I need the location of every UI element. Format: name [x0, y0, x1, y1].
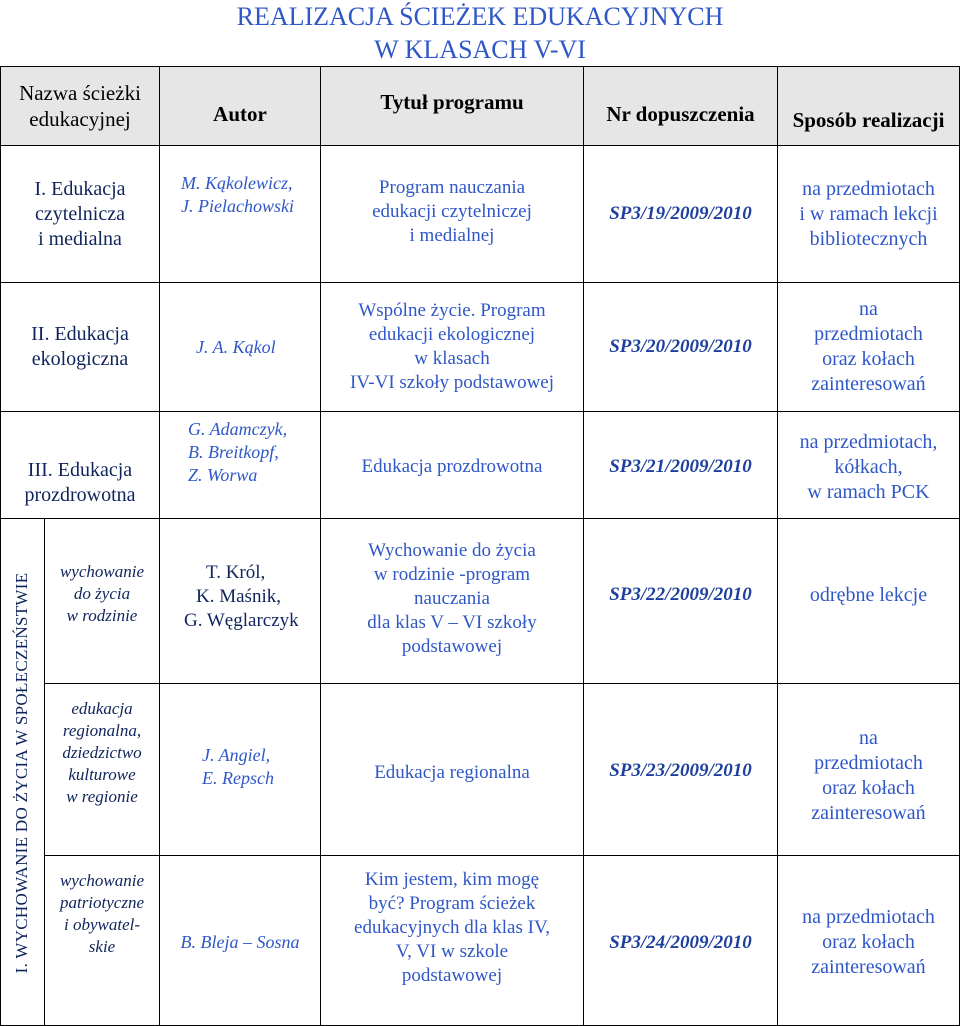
cell-line: G. Węglarczyk	[184, 610, 299, 631]
cell-line: na przedmiotach,	[799, 430, 938, 453]
cell-line: skie	[88, 937, 116, 956]
cell-line: edukacja	[71, 699, 133, 718]
cell-line: kółkach,	[834, 455, 903, 478]
cell-line: oraz kołach	[822, 348, 915, 370]
row-2-path-name	[1, 283, 159, 411]
group-label-vertical	[0, 519, 44, 1026]
cell-line: wychowanie	[59, 562, 145, 581]
row-2-number	[584, 283, 777, 411]
group-row-3-path-name	[45, 856, 159, 1025]
cell-line: czytelnicza	[35, 202, 125, 225]
cell-line: K. Maśnik,	[196, 586, 281, 607]
cell-line: w rodzinie -program	[373, 564, 531, 585]
group-row-2-number	[584, 684, 777, 855]
group-row-3-number	[584, 856, 777, 1025]
cell-line: na przedmiotach	[802, 177, 935, 200]
cell-line: B. Breitkopf,	[188, 442, 279, 462]
row-1-program	[321, 146, 583, 282]
cell-line: dla klas V – VI szkoły	[367, 612, 537, 633]
row-1-number	[584, 146, 777, 282]
row-1-path-name	[1, 146, 159, 282]
cell-line: i medialnej	[409, 225, 495, 246]
group-label-text: I. WYCHOWANIE DO ŻYCIA W SPOŁECZEŃSTWIE	[12, 572, 31, 973]
group-row-3-author	[160, 856, 320, 1025]
cell-line: M. Kąkolewicz,	[181, 173, 293, 193]
group-row-3-program	[321, 856, 583, 1025]
cell-line: I. Edukacja	[34, 177, 126, 200]
header-number-label: Nr dopuszczenia	[606, 102, 755, 126]
header-path-name-line: Nazwa ścieżki	[19, 81, 141, 105]
cell-line: edukacyjnych dla klas IV,	[354, 917, 550, 938]
cell-line: i obywatel-	[63, 915, 140, 934]
row-1-method	[778, 146, 959, 282]
cell-line: V, VI w szkole	[395, 941, 509, 962]
cell-line: patriotyczne	[59, 893, 145, 912]
cell-line: SP3/24/2009/2010	[609, 931, 752, 953]
cell-line: Kim jestem, kim mogę	[364, 869, 540, 890]
cell-line: III. Edukacja	[27, 459, 133, 481]
cell-line: T. Król,	[206, 562, 266, 583]
row-2-program	[321, 283, 583, 411]
group-row-1-program	[321, 519, 583, 683]
cell-line: odrębne lekcje	[809, 584, 928, 606]
cell-line: zainteresowań	[811, 956, 926, 978]
group-row-1-path-name	[45, 519, 159, 683]
cell-line: prozdrowotna	[24, 484, 136, 506]
header-method	[778, 67, 959, 145]
cell-line: SP3/20/2009/2010	[609, 336, 752, 357]
cell-line: nauczania	[414, 588, 490, 609]
group-row-2-method	[778, 684, 959, 855]
header-author	[160, 67, 320, 145]
header-path-name-line: edukacyjnej	[29, 107, 131, 131]
cell-line: w rodzinie	[66, 606, 138, 625]
cell-line: SP3/23/2009/2010	[609, 759, 752, 781]
header-number	[584, 67, 777, 145]
group-row-2-program	[321, 684, 583, 855]
row-3-number	[584, 412, 777, 518]
cell-line: E. Repsch	[202, 768, 274, 788]
cell-line: i medialna	[38, 227, 122, 250]
cell-line: podstawowej	[401, 965, 503, 986]
cell-line: edukacji czytelniczej	[372, 201, 532, 222]
cell-line: Program nauczania	[378, 177, 526, 198]
group-row-2-path-name	[45, 684, 159, 855]
cell-line: dziedzictwo	[62, 743, 142, 762]
cell-line: przedmiotach	[814, 751, 923, 774]
header-program-label: Tytuł programu	[380, 90, 524, 114]
cell-line: zainteresowań	[811, 801, 926, 824]
group-row-2-author	[160, 684, 320, 855]
row-2-author	[160, 283, 320, 411]
cell-line: Edukacja prozdrowotna	[361, 456, 543, 477]
cell-line: przedmiotach	[814, 323, 923, 345]
cell-line: być? Program ścieżek	[368, 893, 536, 914]
cell-line: na	[859, 726, 878, 749]
row-2-method	[778, 283, 959, 411]
cell-line: Wspólne życie. Program	[358, 300, 546, 321]
cell-line: SP3/19/2009/2010	[609, 203, 752, 224]
row-3-author	[160, 412, 320, 518]
group-row-1-method	[778, 519, 959, 683]
cell-line: SP3/22/2009/2010	[609, 584, 752, 605]
cell-line: w ramach PCK	[807, 480, 930, 503]
row-1-author	[160, 146, 320, 282]
header-path-name	[1, 67, 159, 145]
cell-line: Z. Worwa	[188, 465, 258, 485]
row-3-program	[321, 412, 583, 518]
page-title-line-2: W KLASACH V-VI	[374, 35, 586, 64]
header-method-label: Sposób realizacji	[792, 108, 945, 132]
cell-line: do życia	[73, 584, 131, 603]
cell-line: B. Bleja – Sosna	[180, 932, 300, 952]
cell-line: Edukacja regionalna	[374, 761, 530, 783]
cell-line: G. Adamczyk,	[188, 419, 288, 439]
cell-line: podstawowej	[401, 636, 503, 657]
cell-line: wychowanie	[59, 871, 145, 890]
cell-line: i w ramach lekcji	[799, 202, 938, 225]
group-row-1-number	[584, 519, 777, 683]
cell-line: Wychowanie do życia	[368, 540, 536, 561]
cell-line: kulturowe	[68, 765, 136, 784]
header-author-label: Autor	[213, 102, 267, 126]
cell-line: w klasach	[414, 348, 490, 369]
cell-line: J. Pielachowski	[181, 196, 294, 216]
group-row-1-author	[160, 519, 320, 683]
cell-line: II. Edukacja	[31, 323, 129, 345]
cell-line: edukacji ekologicznej	[368, 324, 536, 345]
cell-line: J. A. Kąkol	[196, 336, 276, 357]
cell-line: ekologiczna	[31, 348, 129, 370]
cell-line: oraz kołach	[822, 776, 915, 799]
cell-line: w regionie	[66, 787, 138, 806]
row-3-method	[778, 412, 959, 518]
cell-line: J. Angiel,	[202, 745, 271, 765]
cell-line: bibliotecznych	[809, 227, 928, 250]
header-program	[321, 67, 583, 145]
cell-line: regionalna,	[62, 721, 142, 740]
cell-line: oraz kołach	[822, 931, 915, 953]
cell-line: na	[859, 298, 878, 320]
cell-line: na przedmiotach	[802, 906, 935, 928]
cell-line: zainteresowań	[811, 373, 926, 395]
cell-line: IV-VI szkoły podstawowej	[349, 372, 555, 393]
page-title-line-1: REALIZACJA ŚCIEŻEK EDUKACYJNYCH	[236, 2, 724, 31]
group-row-3-method	[778, 856, 959, 1025]
cell-line: SP3/21/2009/2010	[609, 456, 752, 477]
row-3-path-name	[1, 412, 159, 518]
